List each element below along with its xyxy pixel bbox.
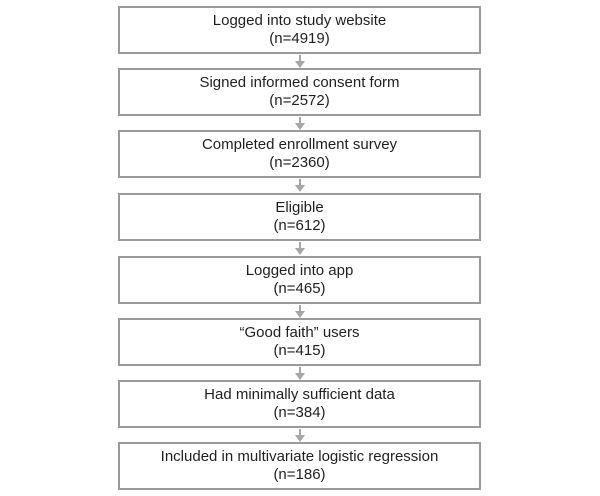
flow-arrow-down-icon — [293, 55, 307, 68]
flow-arrow-down-icon — [293, 429, 307, 442]
flow-step-count: (n=612) — [273, 217, 326, 234]
flow-step-label: Completed enrollment survey — [201, 136, 398, 153]
flow-arrow-down-icon — [293, 242, 307, 255]
flow-step-eligible — [118, 193, 481, 241]
flow-step-app-login — [118, 256, 481, 304]
flow-step-count: (n=415) — [273, 342, 326, 359]
flow-arrow-down-icon — [293, 367, 307, 380]
flow-step-website-login — [118, 6, 481, 54]
flow-step-enrollment-survey — [118, 130, 481, 178]
flow-step-label: Had minimally sufficient data — [204, 386, 395, 403]
flow-arrow-down-icon — [293, 305, 307, 318]
flow-step-count: (n=4919) — [269, 30, 330, 47]
flow-step-good-faith — [118, 318, 481, 366]
flow-step-label: Logged into app — [245, 262, 354, 279]
flow-step-count: (n=465) — [273, 280, 326, 297]
flow-step-count: (n=186) — [273, 466, 326, 483]
flow-step-count: (n=2360) — [269, 154, 330, 171]
flow-step-regression — [118, 442, 481, 490]
flow-step-label: Logged into study website — [212, 12, 387, 29]
flow-step-count: (n=2572) — [269, 92, 330, 109]
flow-step-label: Eligible — [275, 199, 324, 216]
flow-step-consent — [118, 68, 481, 116]
flow-step-label: “Good faith” users — [239, 324, 360, 341]
flow-arrow-down-icon — [293, 117, 307, 130]
flow-arrow-down-icon — [293, 179, 307, 192]
flow-step-label: Signed informed consent form — [199, 74, 400, 91]
flow-step-label: Included in multivariate logistic regression — [160, 448, 439, 465]
flow-step-sufficient-data — [118, 380, 481, 428]
flow-step-count: (n=384) — [273, 404, 326, 421]
